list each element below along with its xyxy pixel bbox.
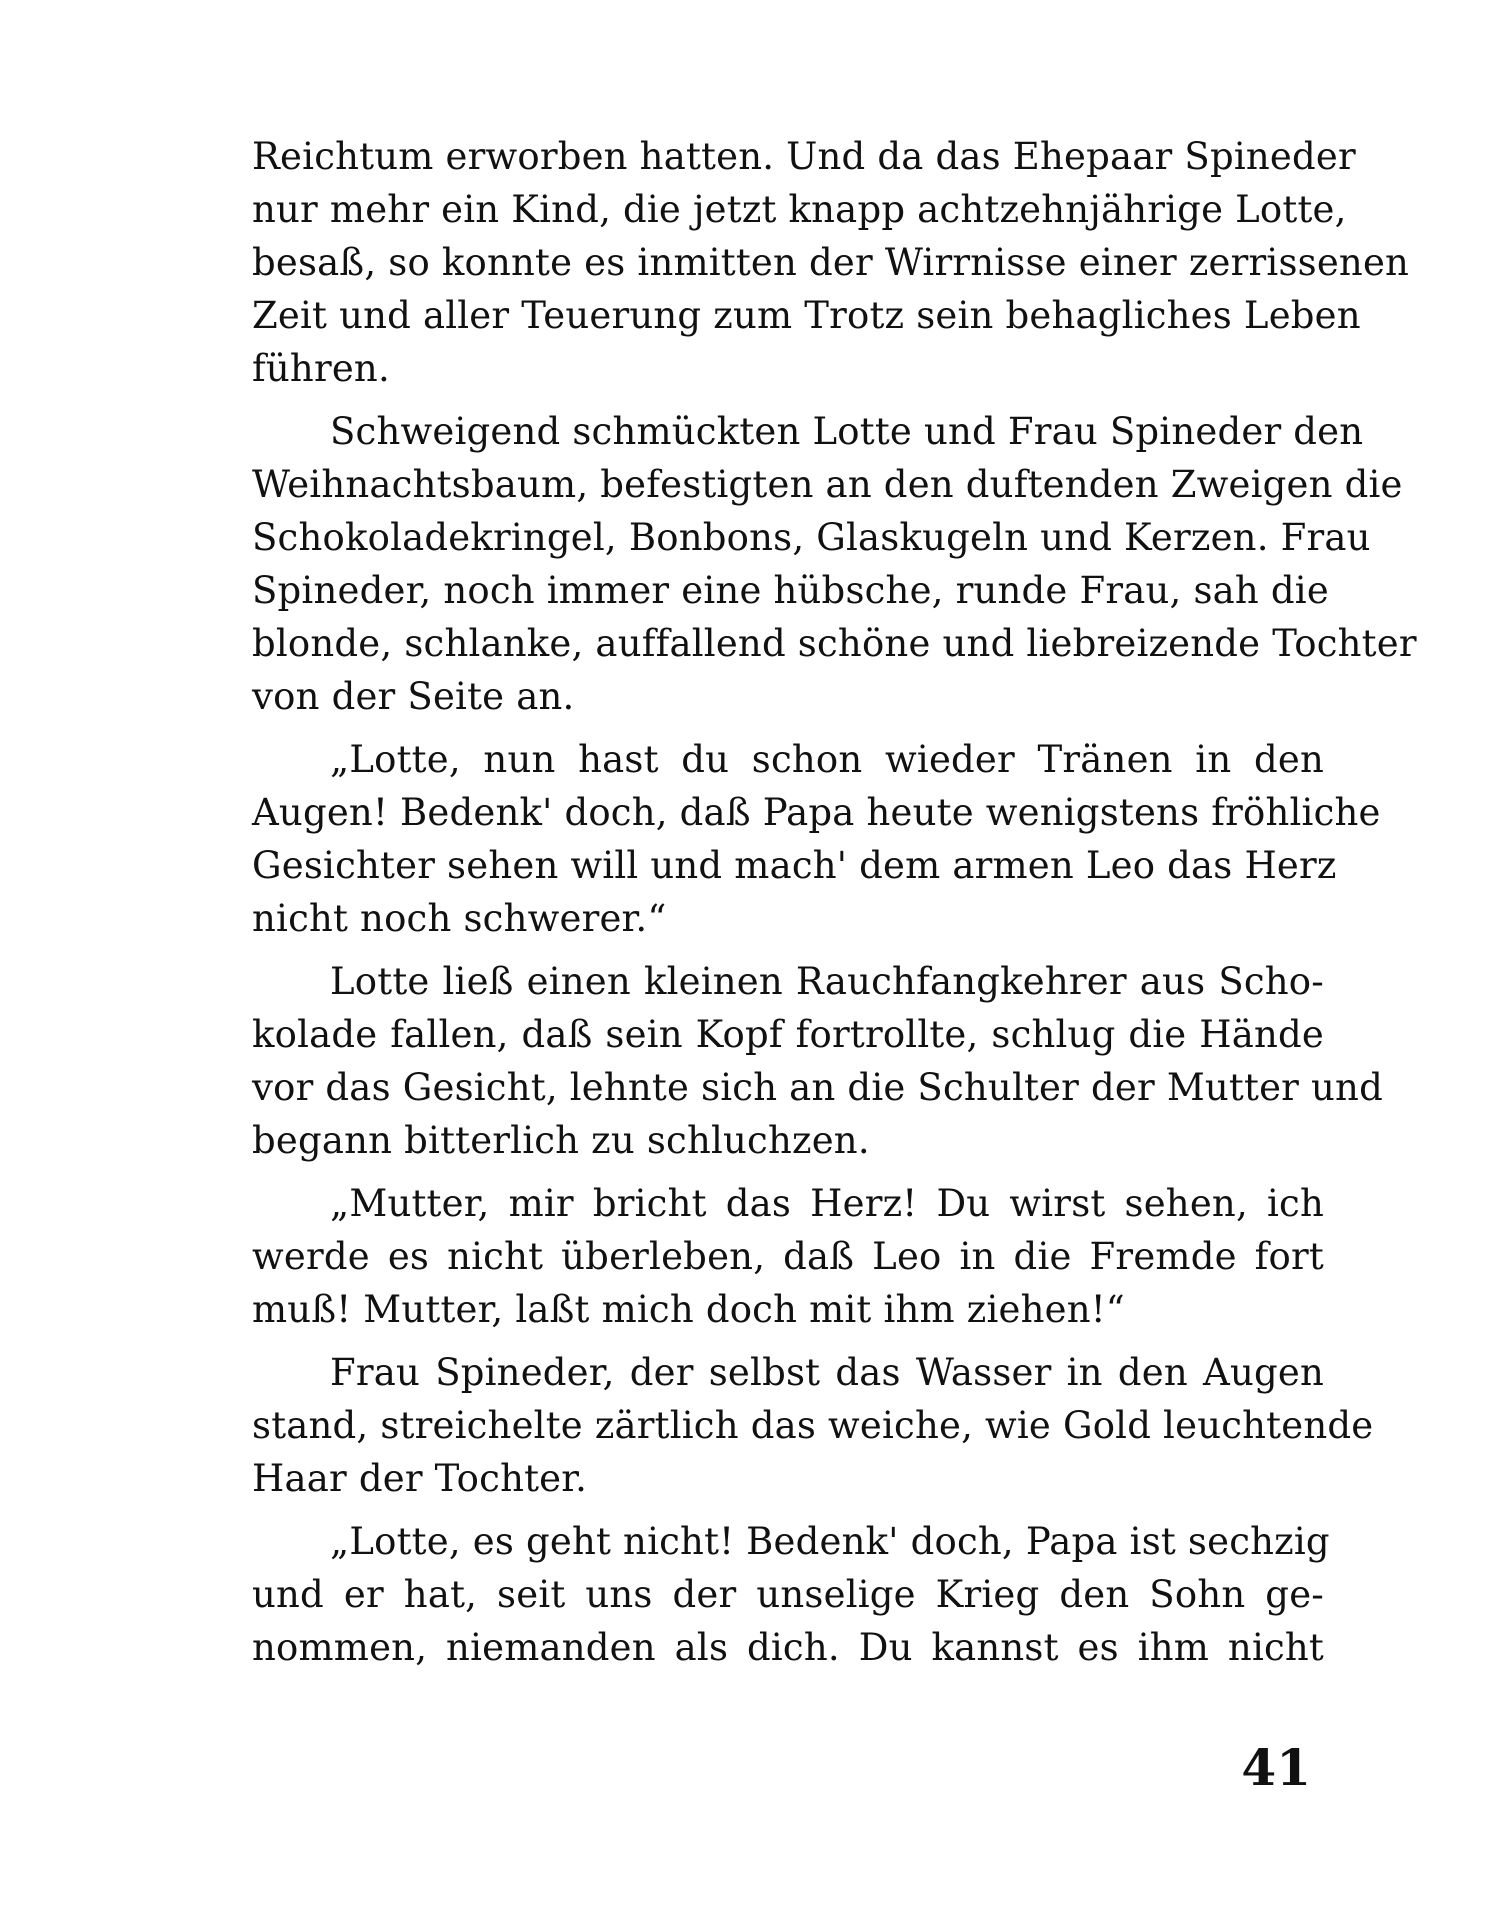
page-number: 41 [1241,1738,1311,1797]
text-line: Lotte ließ einen kleinen Rauchfangkehrer aus Scho- [330,960,1324,1003]
text-line: werde es nicht überleben, daß Leo in die Fremde fort [252,1235,1324,1278]
text-line: blonde, schlanke, auffallend schöne und liebreizende Tochter [252,622,1417,665]
text-line: „Lotte, nun hast du schon wieder Tränen in den [330,738,1324,781]
text-line: Schokoladekringel, Bonbons, Glaskugeln und Kerzen. Frau [252,516,1371,559]
text-line: nicht noch schwerer.“ [252,897,667,940]
paragraph-6 [252,1346,1374,1505]
text-line: muß! Mutter, laßt mich doch mit ihm ziehen!“ [252,1288,1125,1331]
text-line: „Mutter, mir bricht das Herz! Du wirst sehen, ich [330,1182,1324,1225]
text-line: Haar der Tochter. [252,1457,588,1500]
text-line: Zeit und aller Teuerung zum Trotz sein behagliches Leben [252,294,1361,337]
text-line: von der Seite an. [252,675,575,718]
text-line: begann bitterlich zu schluchzen. [252,1119,870,1162]
text-line: stand, streichelte zärtlich das weiche, wie Gold leuchtende [252,1404,1374,1447]
text-line: Weihnachtsbaum, befestigten an den duftenden Zweigen die [252,463,1403,506]
text-line: „Lotte, es geht nicht! Bedenk' doch, Papa ist sechzig [330,1520,1330,1563]
text-line: Augen! Bedenk' doch, daß Papa heute wenigstens fröhliche [252,791,1381,834]
text-line: Gesichter sehen will und mach' dem armen Leo das Herz [252,844,1337,887]
text-line: und er hat, seit uns der unselige Krieg den Sohn ge- [252,1573,1324,1616]
text-line: Frau Spineder, der selbst das Wasser in den Augen [330,1351,1324,1394]
paragraph-7 [252,1515,1330,1674]
paragraph-3 [252,733,1381,945]
paragraph-5 [252,1177,1324,1336]
text-line: nur mehr ein Kind, die jetzt knapp achtzehnjährige Lotte, [252,188,1347,231]
text-line: Reichtum erworben hatten. Und da das Ehepaar Spineder [252,135,1356,178]
text-line: besaß, so konnte es inmitten der Wirrnisse einer zerrissenen [252,241,1410,284]
text-line: kolade fallen, daß sein Kopf fortrollte, schlug die Hände [252,1013,1324,1056]
paragraph-4 [252,955,1383,1167]
text-line: Schweigend schmückten Lotte und Frau Spineder den [330,410,1364,453]
paragraph-2 [252,405,1417,723]
text-line: führen. [252,347,390,390]
text-line: nommen, niemanden als dich. Du kannst es ihm nicht [252,1626,1324,1669]
paragraph-1 [252,130,1410,395]
text-line: Spineder, noch immer eine hübsche, runde Frau, sah die [252,569,1329,612]
text-line: vor das Gesicht, lehnte sich an die Schulter der Mutter und [252,1066,1383,1109]
